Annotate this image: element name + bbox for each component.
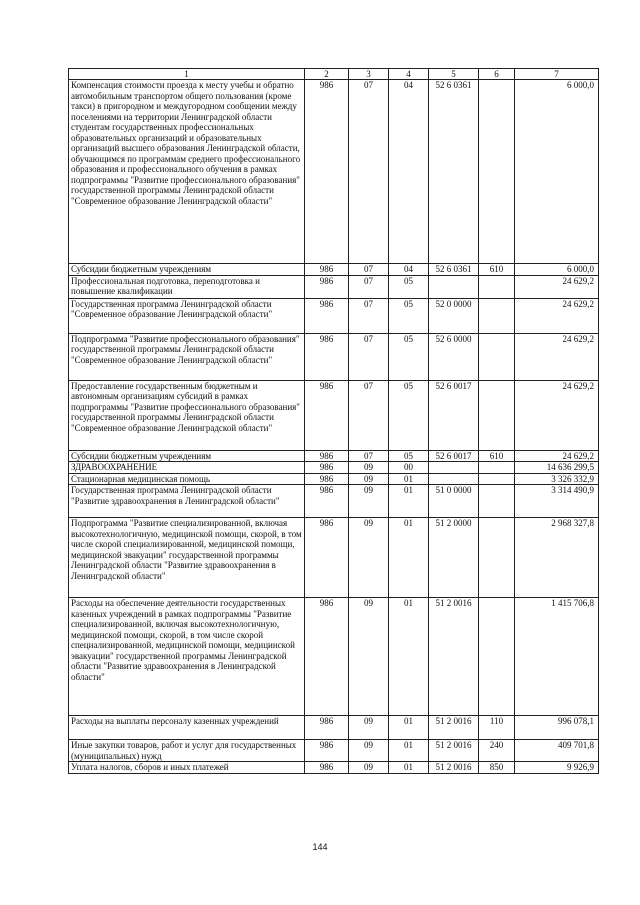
row-target-article-cell [429,275,479,298]
row-name-cell: Расходы на выплаты персоналу казенных учреждений [69,716,305,740]
row-target-article-cell: 52 6 0361 [429,80,479,264]
table-row [69,275,599,298]
row-section-cell: 07 [349,264,389,276]
table-row [69,333,599,380]
row-target-article-cell: 52 0 0000 [429,298,479,333]
row-name-cell: Иные закупки товаров, работ и услуг для государственных (муниципальных) нужд [69,740,305,762]
table-row [69,518,599,598]
row-name-cell: Государственная программа Ленинградской области "Современное образование Ленинградской области" [69,298,305,333]
row-amount-cell: 24 629,2 [515,333,599,380]
row-admin-code-cell: 986 [305,598,349,716]
row-expense-type-cell [479,518,515,598]
row-admin-code-cell: 986 [305,380,349,450]
row-admin-code-cell: 986 [305,740,349,762]
column-header: 6 [479,69,515,80]
row-section-cell: 07 [349,450,389,462]
row-expense-type-cell [479,333,515,380]
row-name-cell: Уплата налогов, сборов и иных платежей [69,762,305,774]
row-target-article-cell: 51 2 0016 [429,598,479,716]
row-admin-code-cell: 986 [305,275,349,298]
row-section-cell: 07 [349,380,389,450]
table-row [69,716,599,740]
row-expense-type-cell [479,380,515,450]
row-target-article-cell: 51 0 0000 [429,485,479,518]
row-target-article-cell: 51 2 0016 [429,740,479,762]
row-section-cell: 09 [349,716,389,740]
table-row [69,473,599,485]
row-section-cell: 07 [349,275,389,298]
row-amount-cell: 2 968 327,8 [515,518,599,598]
row-name-cell: Предоставление государственным бюджетным и автономным организациям субсидий в рамках подпрограммы "Развитие профессионального образования" государственной программы Ленинградской области "Современное образование Ленинградской области" [69,380,305,450]
row-subsection-cell: 05 [389,298,429,333]
row-amount-cell: 6 000,0 [515,80,599,264]
row-name-cell: Подпрограмма "Развитие специализированной, включая высокотехнологичную, медицинской помощи, скорой, в том числе скорой специализированной, медицинской помощи, медицинской эвакуации" государственной программы Ленинградской области "Развитие здравоохранения в Ленинградской области" [69,518,305,598]
table-row [69,740,599,762]
row-section-cell: 09 [349,518,389,598]
column-header: 3 [349,69,389,80]
row-target-article-cell [429,473,479,485]
row-name-cell: Компенсация стоимости проезда к месту учебы и обратно автомобильным транспортом общего пользования (кроме такси) в пригородном и междугородном сообщении между поселениями на территории Ленинградской области студентам государственных профессиональных образовательных организаций и образовательных организаций высшего образования Ленинградской области, обучающимся по программам среднего профессионального образования и профессионального обучения в рамках подпрограммы "Развитие профессионального образования" государственной программы Ленинградской области "Современное образование Ленинградской области" [69,80,305,264]
table-row [69,762,599,774]
row-target-article-cell: 51 2 0016 [429,716,479,740]
row-name-cell: Государственная программа Ленинградской области "Развитие здравоохранения в Ленинградской области" [69,485,305,518]
row-target-article-cell: 52 6 0361 [429,264,479,276]
row-admin-code-cell: 986 [305,298,349,333]
row-section-cell: 09 [349,485,389,518]
row-section-cell: 09 [349,762,389,774]
row-section-cell: 09 [349,462,389,474]
row-section-cell: 07 [349,333,389,380]
row-amount-cell: 24 629,2 [515,298,599,333]
row-section-cell: 07 [349,80,389,264]
row-expense-type-cell: 610 [479,450,515,462]
row-admin-code-cell: 986 [305,518,349,598]
row-amount-cell: 6 000,0 [515,264,599,276]
row-subsection-cell: 01 [389,762,429,774]
row-target-article-cell: 51 2 0016 [429,762,479,774]
row-amount-cell: 3 314 490,9 [515,485,599,518]
row-admin-code-cell: 986 [305,716,349,740]
row-expense-type-cell [479,275,515,298]
row-amount-cell: 1 415 706,8 [515,598,599,716]
row-name-cell: Субсидии бюджетным учреждениям [69,264,305,276]
row-amount-cell: 24 629,2 [515,380,599,450]
table-row [69,598,599,716]
row-section-cell: 07 [349,298,389,333]
table-row [69,450,599,462]
row-subsection-cell: 04 [389,80,429,264]
row-admin-code-cell: 986 [305,264,349,276]
row-subsection-cell: 01 [389,740,429,762]
row-name-cell: Подпрограмма "Развитие профессионального образования" государственной программы Ленинградской области "Современное образование Ленинградской области" [69,333,305,380]
row-amount-cell: 14 636 299,5 [515,462,599,474]
row-target-article-cell: 51 2 0000 [429,518,479,598]
row-section-cell: 09 [349,740,389,762]
row-expense-type-cell: 850 [479,762,515,774]
row-section-cell: 09 [349,598,389,716]
row-admin-code-cell: 986 [305,80,349,264]
row-admin-code-cell: 986 [305,462,349,474]
row-admin-code-cell: 986 [305,762,349,774]
row-amount-cell: 3 326 332,9 [515,473,599,485]
row-subsection-cell: 05 [389,333,429,380]
table-row [69,264,599,276]
table-header-row [69,69,599,80]
row-subsection-cell: 01 [389,485,429,518]
row-name-cell: Профессиональная подготовка, переподготовка и повышение квалификации [69,275,305,298]
row-expense-type-cell [479,80,515,264]
row-subsection-cell: 01 [389,598,429,716]
row-name-cell: Стационарная медицинская помощь [69,473,305,485]
row-subsection-cell: 04 [389,264,429,276]
row-expense-type-cell: 110 [479,716,515,740]
column-header: 4 [389,69,429,80]
row-admin-code-cell: 986 [305,473,349,485]
row-subsection-cell: 05 [389,275,429,298]
row-amount-cell: 409 701,8 [515,740,599,762]
table-row [69,80,599,264]
row-amount-cell: 9 926,9 [515,762,599,774]
row-target-article-cell: 52 6 0017 [429,450,479,462]
row-name-cell: Расходы на обеспечение деятельности государственных казенных учреждений в рамках подпрограммы "Развитие специализированной, включая высокотехнологичную, медицинской помощи, скорой, в том числе скорой специализированной, медицинской помощи, медицинской эвакуации" государственной программы Ленинградской области "Развитие здравоохранения в Ленинградской области" [69,598,305,716]
row-admin-code-cell: 986 [305,333,349,380]
row-amount-cell: 24 629,2 [515,275,599,298]
column-header: 7 [515,69,599,80]
row-expense-type-cell [479,298,515,333]
row-subsection-cell: 01 [389,473,429,485]
row-admin-code-cell: 986 [305,485,349,518]
table-row [69,485,599,518]
table-row [69,380,599,450]
page-number: 144 [312,842,328,852]
row-subsection-cell: 01 [389,518,429,598]
row-subsection-cell: 01 [389,716,429,740]
row-name-cell: Субсидии бюджетным учреждениям [69,450,305,462]
row-amount-cell: 24 629,2 [515,450,599,462]
row-expense-type-cell [479,473,515,485]
column-header: 5 [429,69,479,80]
row-section-cell: 09 [349,473,389,485]
row-name-cell: ЗДРАВООХРАНЕНИЕ [69,462,305,474]
row-subsection-cell: 00 [389,462,429,474]
row-subsection-cell: 05 [389,450,429,462]
column-header: 1 [69,69,305,80]
row-target-article-cell [429,462,479,474]
table-row [69,298,599,333]
row-expense-type-cell [479,598,515,716]
budget-table [68,68,599,774]
row-expense-type-cell: 240 [479,740,515,762]
row-target-article-cell: 52 6 0017 [429,380,479,450]
row-expense-type-cell [479,462,515,474]
column-header: 2 [305,69,349,80]
row-amount-cell: 996 078,1 [515,716,599,740]
table-row [69,462,599,474]
row-target-article-cell: 52 6 0000 [429,333,479,380]
row-expense-type-cell [479,485,515,518]
row-admin-code-cell: 986 [305,450,349,462]
row-subsection-cell: 05 [389,380,429,450]
row-expense-type-cell: 610 [479,264,515,276]
